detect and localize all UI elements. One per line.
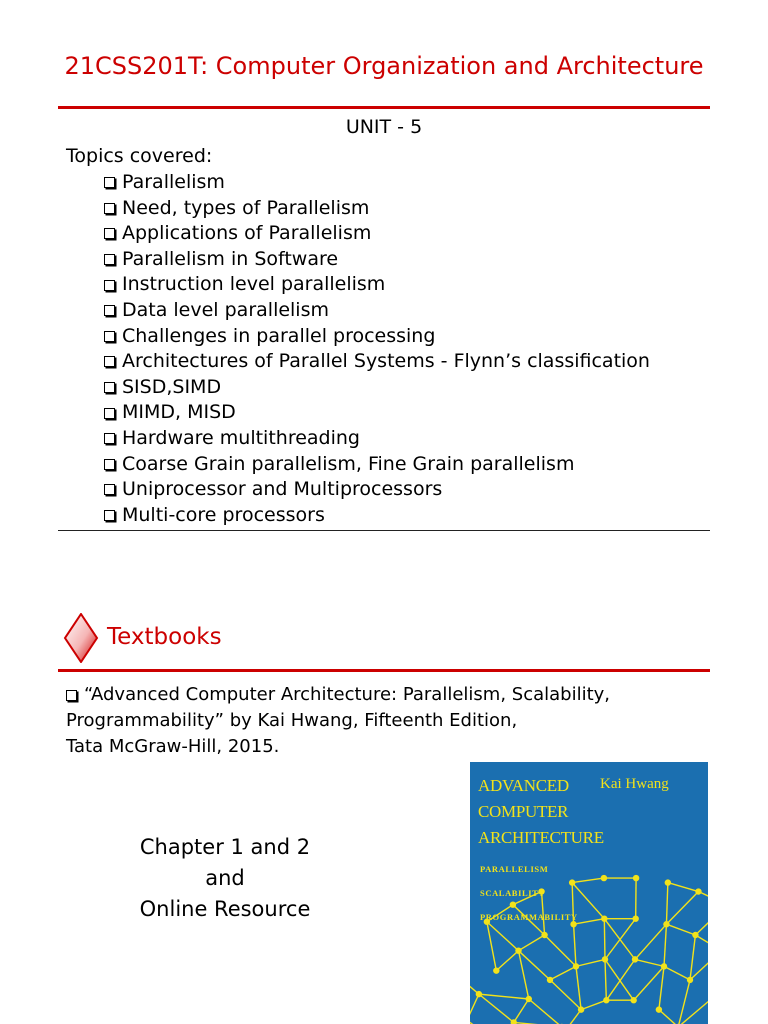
network-link [550,980,581,1010]
network-link [668,883,699,892]
network-link [529,999,562,1024]
network-node [656,1006,662,1012]
network-node [663,921,669,927]
network-node [601,915,607,921]
list-item: Applications of Parallelism [104,221,650,247]
checkbox-bullet-icon [104,510,115,521]
checkbox-bullet-icon [104,228,115,239]
cover-title-line: COMPUTER [478,802,569,821]
list-item: Data level parallelism [104,298,650,324]
cover-subtitle-line: SCALABILITY [480,888,546,898]
book-cover-image [470,762,708,1024]
list-item: Instruction level parallelism [104,272,650,298]
network-link [576,959,605,966]
network-link [576,966,581,1009]
network-node [692,932,698,938]
network-link [678,980,690,1024]
network-link [605,959,606,1000]
network-node [573,963,579,969]
checkbox-bullet-icon [104,356,115,367]
network-link [695,905,708,935]
network-link [479,994,514,1022]
network-link [659,966,664,1009]
checkbox-bullet-icon [104,433,115,444]
list-item: Hardware multithreading [104,426,650,452]
network-node [661,963,667,969]
checkbox-bullet-icon [104,459,115,470]
network-link [690,935,695,980]
network-link [581,1000,606,1009]
network-link [470,994,479,1020]
network-link [574,919,605,925]
checkbox-bullet-icon [104,203,115,214]
textbooks-divider [58,669,710,672]
cover-author: Kai Hwang [600,776,669,792]
list-item: Architectures of Parallel Systems - Flynn’s classification [104,349,650,375]
unit-label: UNIT - 5 [345,116,423,138]
chapter-note: Chapter 1 and 2 and Online Resource [139,835,311,921]
checkbox-bullet-icon [104,177,115,188]
network-link [479,994,529,999]
checkbox-bullet-icon [104,331,115,342]
network-node [633,875,639,881]
network-node [578,1006,584,1012]
cover-subtitle-line: PROGRAMMABILITY [480,912,578,922]
network-link [574,924,576,966]
textbooks-heading: Textbooks [107,624,222,650]
checkbox-bullet-icon [104,484,115,495]
network-node [493,967,499,973]
network-link [664,966,690,980]
network-node [569,879,575,885]
network-link [604,919,605,960]
checkbox-bullet-icon [104,305,115,316]
network-link [470,1020,506,1024]
cover-subtitle-line: PARALLELISM [480,864,549,874]
topics-divider [58,530,710,531]
list-item: Parallelism [104,170,650,196]
list-item: Parallelism in Software [104,247,650,273]
network-link [518,935,544,951]
list-item: MIMD, MISD [104,400,650,426]
checkbox-bullet-icon [104,408,115,419]
network-link [514,999,529,1022]
book-reference: “Advanced Computer Architecture: Parallelism, Scalability, Programmability” by Kai Hwang, Fifteenth Edition, Tata McGraw-Hill, 2015. [66,684,611,757]
page-title: 21CSS201T: Computer Organization and Architecture [64,52,704,80]
network-node [547,977,553,983]
list-item: Challenges in parallel processing [104,324,650,350]
network-node [632,915,638,921]
network-node [476,991,482,997]
list-item: Uniprocessor and Multiprocessors [104,477,650,503]
network-link [664,924,666,966]
network-node [526,996,532,1002]
network-node [665,879,671,885]
topics-heading: Topics covered: [66,145,213,167]
network-node [510,901,516,907]
network-node [601,875,607,881]
network-node [632,956,638,962]
checkbox-bullet-icon [104,280,115,291]
title-divider [58,106,710,109]
network-node [515,947,521,953]
list-item: Multi-core processors [104,503,650,529]
cover-title-line: ARCHITECTURE [478,828,604,847]
network-node [687,977,693,983]
list-item: Need, types of Parallelism [104,196,650,222]
network-link [470,966,479,995]
network-node [630,997,636,1003]
network-link [634,966,664,1000]
network-link [496,951,518,971]
network-link [605,959,634,1000]
checkbox-bullet-icon [66,690,77,701]
list-item: Coarse Grain parallelism, Fine Grain parallelism [104,452,650,478]
network-link [606,959,635,1000]
network-link [666,892,698,925]
topics-list [104,170,650,528]
network-link [666,883,667,925]
checkbox-bullet-icon [104,382,115,393]
network-link [572,878,604,883]
network-node [602,956,608,962]
diamond-icon [63,613,99,667]
network-link [635,959,664,966]
network-link [635,924,666,959]
network-link [545,935,576,966]
cover-title-line: ADVANCED [478,776,569,795]
checkbox-bullet-icon [104,254,115,265]
network-link [666,924,695,935]
network-node [695,888,701,894]
network-link [550,966,576,980]
network-link [659,1010,678,1024]
network-node [603,997,609,1003]
list-item: SISD,SIMD [104,375,650,401]
network-node [541,932,547,938]
